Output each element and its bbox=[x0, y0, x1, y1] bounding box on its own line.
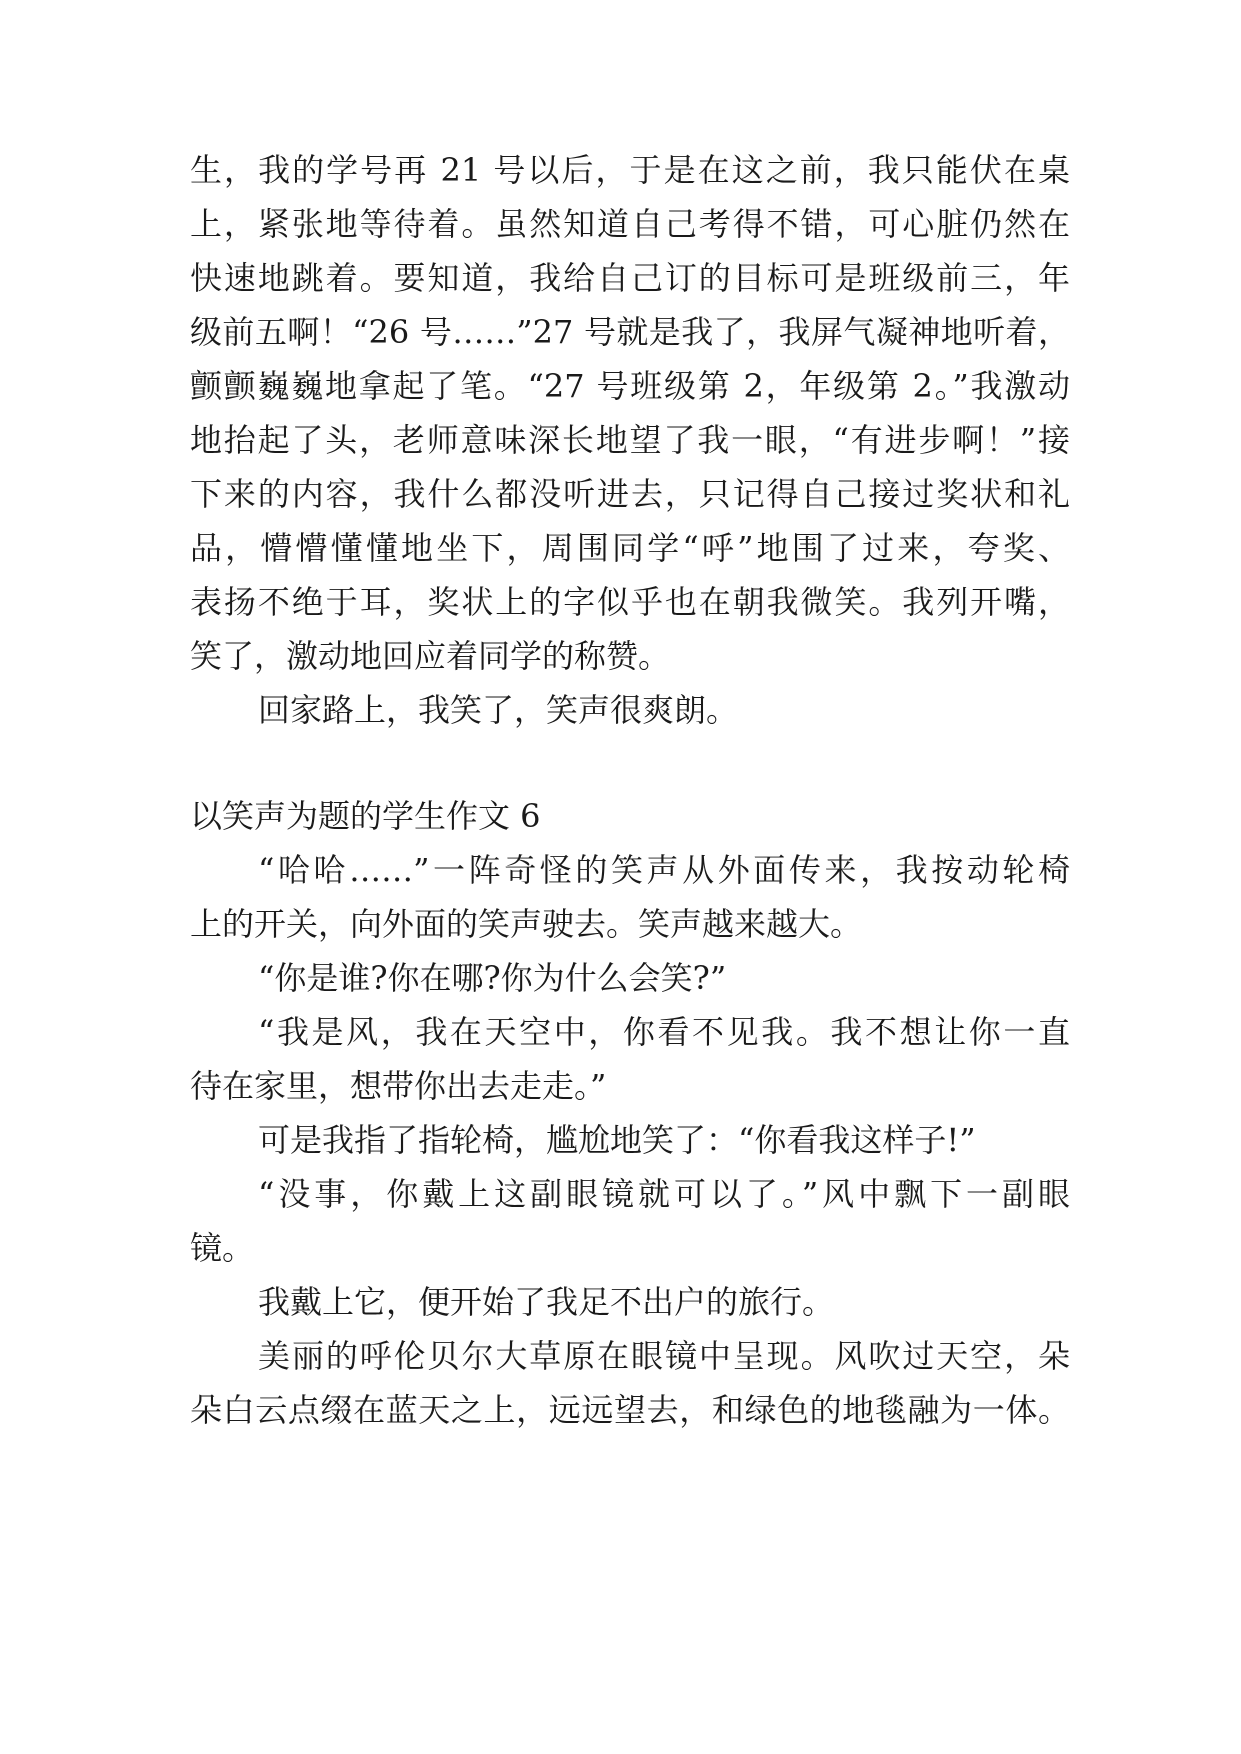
text-line: 上的开关，向外面的笑声驶去。笑声越来越大。 bbox=[190, 905, 863, 943]
text-line: “你是谁?你在哪?你为什么会笑?” bbox=[258, 959, 727, 997]
text-line: 朵白云点缀在蓝天之上，远远望去，和绿色的地毯融为一体。 bbox=[190, 1391, 1070, 1429]
text-line: 美丽的呼伦贝尔大草原在眼镜中呈现。风吹过天空，朵 bbox=[258, 1337, 1070, 1375]
text-line: 快速地跳着。要知道，我给自己订的目标可是班级前三，年 bbox=[190, 259, 1070, 297]
text-line: 生，我的学号再 21 号以后，于是在这之前，我只能伏在桌 bbox=[190, 151, 1070, 189]
text-line: 待在家里，想带你出去走走。” bbox=[190, 1067, 607, 1105]
text-line: 镜。 bbox=[190, 1229, 255, 1267]
text-line: 下来的内容，我什么都没听进去，只记得自己接过奖状和礼 bbox=[190, 475, 1070, 513]
text-line: 可是我指了指轮椅，尴尬地笑了：“你看我这样子!” bbox=[258, 1121, 976, 1159]
text-line: “哈哈……”一阵奇怪的笑声从外面传来，我按动轮椅 bbox=[258, 851, 1070, 889]
text-line: 地抬起了头，老师意味深长地望了我一眼，“有进步啊！”接 bbox=[190, 421, 1070, 459]
text-line: 笑了，激动地回应着同学的称赞。 bbox=[190, 637, 671, 675]
text-line: 回家路上，我笑了，笑声很爽朗。 bbox=[258, 691, 739, 729]
text-line: 表扬不绝于耳，奖状上的字似乎也在朝我微笑。我列开嘴， bbox=[190, 583, 1070, 621]
text-line: 颤颤巍巍地拿起了笔。“27 号班级第 2，年级第 2。”我激动 bbox=[190, 367, 1070, 405]
text-line: 上，紧张地等待着。虽然知道自己考得不错，可心脏仍然在 bbox=[190, 205, 1070, 243]
text-line: 级前五啊！“26 号……”27 号就是我了，我屏气凝神地听着， bbox=[190, 313, 1070, 351]
text-line: 我戴上它，便开始了我足不出户的旅行。 bbox=[258, 1283, 835, 1321]
section-heading: 以笑声为题的学生作文 6 bbox=[190, 797, 541, 835]
text-line: “没事，你戴上这副眼镜就可以了。”风中飘下一副眼 bbox=[258, 1175, 1070, 1213]
text-line: “我是风，我在天空中，你看不见我。我不想让你一直 bbox=[258, 1013, 1070, 1051]
text-line: 品，懵懵懂懂地坐下，周围同学“呼”地围了过来，夸奖、 bbox=[190, 529, 1070, 567]
